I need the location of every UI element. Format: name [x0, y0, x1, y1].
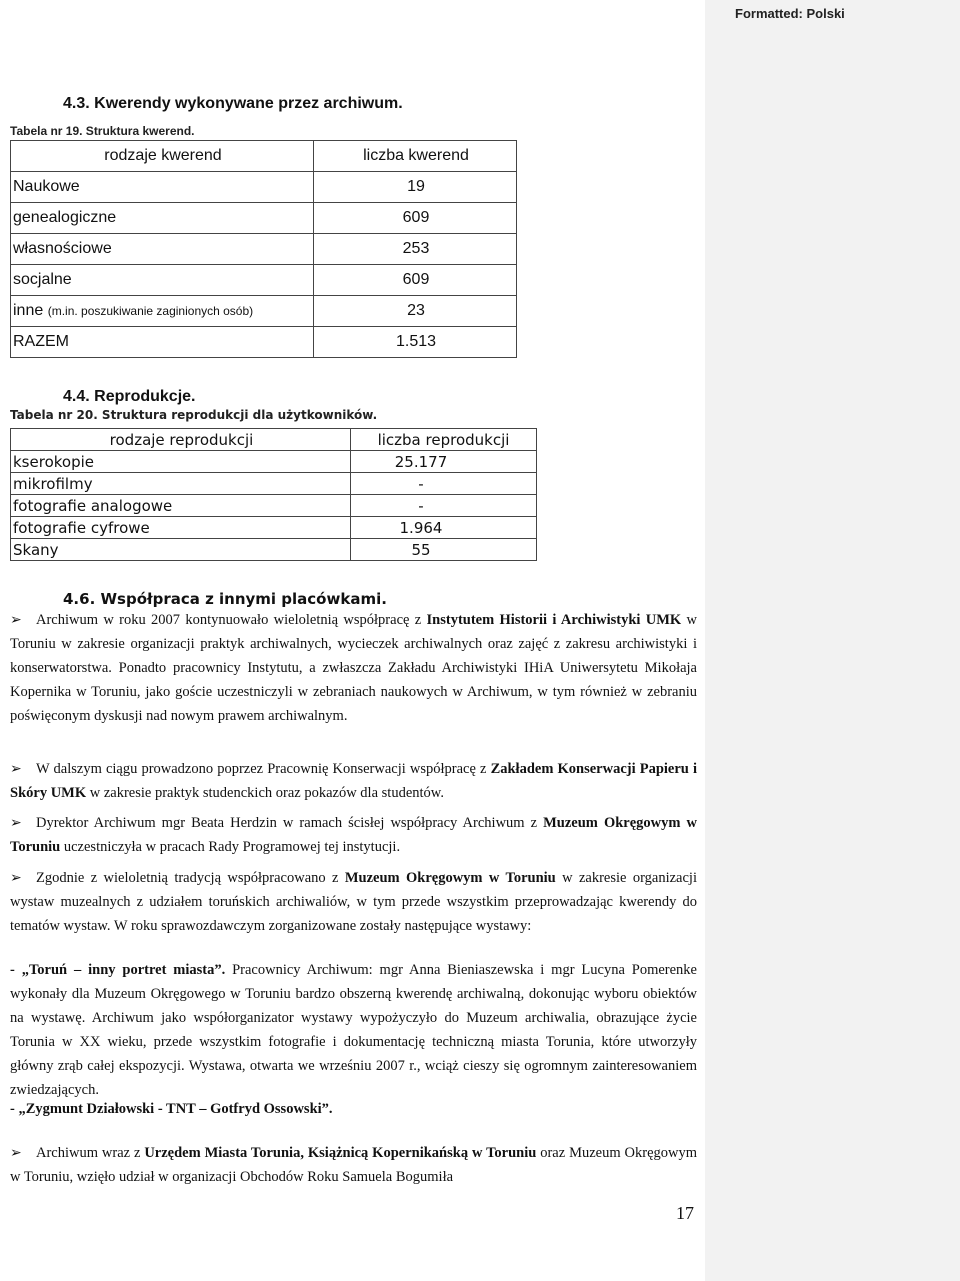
table-header-cell: liczba reprodukcji	[351, 429, 537, 451]
exhibition-title: - „Toruń – inny portret miasta”.	[10, 962, 226, 978]
paragraph-city-office	[10, 1141, 697, 1189]
row-note: (m.in. poszukiwanie zaginionych osób)	[47, 304, 254, 318]
paragraph-text: w zakresie praktyk studenckich oraz pokazów dla studentów.	[86, 785, 444, 801]
paragraph-exhibition-dzialowski	[10, 1097, 697, 1121]
paragraph-conservation	[10, 757, 697, 805]
table19-caption: Tabela nr 19. Struktura kwerend.	[10, 124, 195, 138]
table-cell-label: fotografie cyfrowe	[11, 517, 351, 539]
table20-reproduction-structure	[10, 428, 537, 561]
table-row	[11, 234, 517, 265]
table-header-row	[11, 429, 537, 451]
table-row	[11, 473, 537, 495]
table-row	[11, 203, 517, 234]
table-row	[11, 296, 517, 327]
arrow-bullet-icon: ➢	[10, 761, 22, 777]
paragraph-museum-exhibitions	[10, 866, 697, 938]
table-cell-value: -	[418, 474, 424, 493]
table-cell-value: 1.513	[314, 327, 517, 358]
table-header-cell: rodzaje kwerend	[11, 141, 314, 172]
arrow-bullet-icon: ➢	[10, 612, 22, 628]
table-cell-label	[11, 296, 314, 327]
institution-name: Instytutem Historii i Archiwistyki UMK	[426, 612, 682, 628]
table-cell-value: 1.964	[399, 518, 443, 537]
paragraph-text: w zakresie organizacji wystaw muzealnych z udziałem toruńskich archiwaliów, w tym przede wszystkim przeprowadzając kwerendy do tematów wystaw. W roku sprawozdawczym zorganizowane zostały następujące wystawy:	[10, 870, 697, 934]
table-cell-label: Skany	[11, 539, 351, 561]
comments-panel-title: Formatted: Polski	[735, 6, 845, 21]
paragraph-text: uczestniczyła w pracach Rady Programowej tej instytucji.	[60, 839, 401, 855]
table-row	[11, 539, 537, 561]
arrow-bullet-icon: ➢	[10, 815, 22, 831]
table-cell-value: -	[418, 496, 424, 515]
table-row	[11, 495, 537, 517]
table20-caption: Tabela nr 20. Struktura reprodukcji dla użytkowników.	[10, 408, 378, 422]
paragraph-text: Archiwum wraz z	[36, 1145, 145, 1161]
section-heading-4-4: 4.4. Reprodukcje.	[63, 388, 196, 405]
table-row	[11, 451, 537, 473]
table-cell-value: 19	[314, 172, 517, 203]
table-cell-label: socjalne	[11, 265, 314, 296]
institution-name: Zakładem Konserwacji Papieru i Skóry UMK	[10, 761, 697, 801]
institution-name: Urzędem Miasta Torunia, Książnicą Kopernikańską w Toruniu	[144, 1145, 537, 1161]
section-heading-4-6: 4.6. Współpraca z innymi placówkami.	[63, 590, 387, 608]
table-cell-value: 609	[314, 265, 517, 296]
table-cell-value: 23	[314, 296, 517, 327]
paragraph-text: W dalszym ciągu prowadzono poprzez Pracownię Konserwacji współpracę z	[36, 761, 491, 777]
table-header-cell: liczba kwerend	[314, 141, 517, 172]
paragraph-exhibition-torun	[10, 958, 697, 1102]
paragraph-ihia-cooperation	[10, 608, 697, 728]
table-header-row	[11, 141, 517, 172]
table-cell-label: kserokopie	[11, 451, 351, 473]
paragraph-text: oraz Muzeum Okręgowym w Toruniu, wzięło udział w organizacji Obchodów Roku Samuela Bogumiła	[10, 1145, 698, 1185]
table-cell-label: genealogiczne	[11, 203, 314, 234]
table-cell-label: Naukowe	[11, 172, 314, 203]
section-heading-4-3: 4.3. Kwerendy wykonywane przez archiwum.	[63, 95, 403, 112]
table-cell-value: 253	[314, 234, 517, 265]
table-row	[11, 517, 537, 539]
table-cell-label: RAZEM	[11, 327, 314, 358]
table-cell-label: własnościowe	[11, 234, 314, 265]
paragraph-text: w Toruniu w zakresie organizacji praktyk archiwalnych, wycieczek archiwalnych oraz zajęć z zakresu archiwistyki i konserwatorstwa. Ponadto pracownicy Instytutu, a zwłaszcza Zakładu Archiwistyki IHiA Uniwersytetu Mikołaja Kopernika w Toruniu, jako goście uczestniczyli w zebraniach naukowych w Archiwum, w tym również w zebraniu poświęconym dyskusji nad nowym prawem archiwalnym.	[10, 612, 697, 724]
table-cell-value: 55	[411, 540, 431, 559]
page-number: 17	[676, 1203, 694, 1223]
arrow-bullet-icon: ➢	[10, 870, 22, 886]
table-cell-value: 609	[314, 203, 517, 234]
table-row	[11, 172, 517, 203]
paragraph-text: Pracownicy Archiwum: mgr Anna Bieniaszewska i mgr Lucyna Pomerenke wykonały dla Muzeum Okręgowego w Toruniu bardzo obszerną kwerendę archiwalną, dokonując wyboru obiektów na wystawę. Archiwum jako współorganizator wystawy wypożyczyło do Muzeum archiwalia, obrazujące życie Torunia w XX wieku, przede wszystkim fotografie i dokumentację techniczną miasta Torunia, które utworzyły główny zrąb całej ekspozycji. Wystawa, otwarta we wrześniu 2007 r., wciąż cieszy się ogromnym zainteresowaniem zwiedzających.	[10, 962, 697, 1098]
arrow-bullet-icon: ➢	[10, 1145, 22, 1161]
comments-margin-panel	[705, 0, 960, 1281]
table-cell-label: fotografie analogowe	[11, 495, 351, 517]
paragraph-text: Dyrektor Archiwum mgr Beata Herdzin w ramach ścisłej współpracy Archiwum z	[36, 815, 544, 831]
table19-query-structure	[10, 140, 517, 358]
exhibition-title: - „Zygmunt Działowski - TNT – Gotfryd Ossowski”.	[10, 1101, 333, 1117]
paragraph-text: Zgodnie z wieloletnią tradycją współpracowano z	[36, 870, 345, 886]
institution-name: Muzeum Okręgowym w Toruniu	[10, 815, 697, 855]
paragraph-text: Archiwum w roku 2007 kontynuowało wieloletnią współpracę z	[36, 612, 427, 628]
row-label: inne	[13, 302, 44, 319]
table-row	[11, 265, 517, 296]
table-header-cell: rodzaje reprodukcji	[11, 429, 351, 451]
institution-name: Muzeum Okręgowym w Toruniu	[344, 870, 556, 886]
paragraph-director	[10, 811, 697, 859]
table-row-total	[11, 327, 517, 358]
table-cell-value: 25.177	[394, 452, 448, 471]
table-cell-label: mikrofilmy	[11, 473, 351, 495]
